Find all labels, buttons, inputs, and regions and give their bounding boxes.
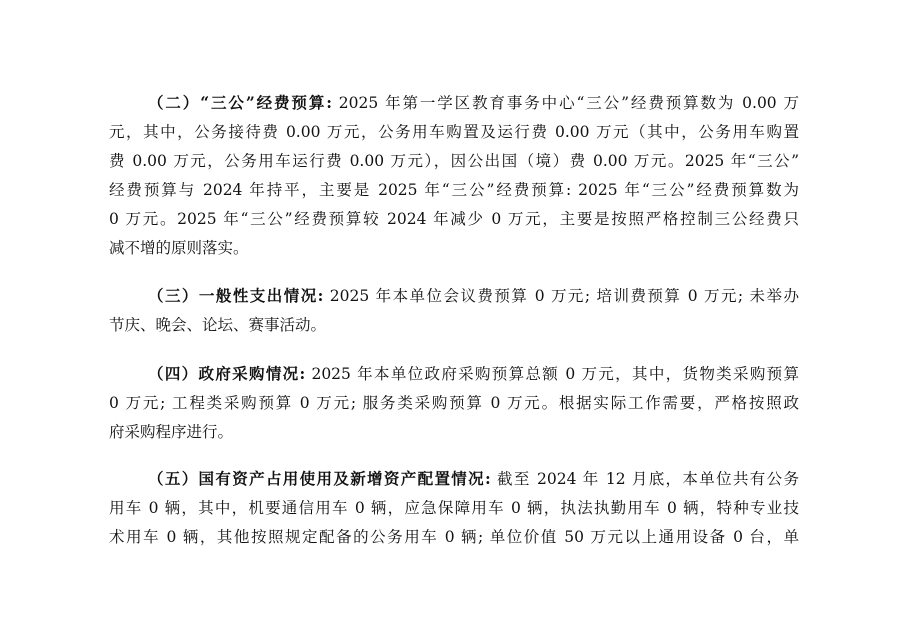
paragraph-line: 0 万元; 工程类采购预算 0 万元; 服务类采购预算 0 万元。根据实际工作需要，严格按照政 [109, 394, 799, 412]
paragraph-line: 费 0.00 万元，公务用车运行费 0.00 万元），因公出国（境）费 0.00 万元。2025 年“三公” [109, 152, 799, 170]
paragraph-text: 2025 年本单位政府采购预算总额 0 万元，其中，货物类采购预算 [305, 365, 799, 383]
paragraph-line: 用车 0 辆，其中，机要通信用车 0 辆，应急保障用车 0 辆，执法执勤用车 0 辆，特种专业技 [109, 499, 799, 517]
paragraph-line: 元，其中，公务接待费 0.00 万元，公务用车购置及运行费 0.00 万元（其中，公务用车购置 [109, 123, 799, 141]
paragraph-line: 节庆、晚会、论坛、赛事活动。 [109, 316, 327, 334]
paragraph-heading: （四）政府采购情况: [148, 364, 306, 383]
paragraph-line [148, 465, 799, 493]
paragraph-heading: （五）国有资产占用使用及新增资产配置情况: [148, 469, 491, 488]
paragraph-heading: （二）“三公”经费预算: [148, 93, 332, 112]
paragraph-line: 0 万元。2025 年“三公”经费预算较 2024 年减少 0 万元，主要是按照严格控制三公经费只 [109, 210, 799, 228]
paragraph-text: 截至 2024 年 12 月底，本单位共有公务 [490, 470, 799, 488]
paragraph-line: 术用车 0 辆，其他按照规定配备的公务用车 0 辆; 单位价值 50 万元以上通用设备 0 台，单 [109, 528, 799, 546]
paragraph-text: 2025 年第一学区教育事务中心“三公”经费预算数为 0.00 万 [331, 94, 799, 112]
paragraph-line: 减不增的原则落实。 [109, 239, 249, 257]
paragraph-line: 府采购程序进行。 [109, 423, 234, 441]
paragraph-line: 经费预算与 2024 年持平，主要是 2025 年“三公”经费预算: 2025 年“三公”经费预算数为 [109, 181, 799, 199]
paragraph-text: 2025 年本单位会议费预算 0 万元; 培训费预算 0 万元; 未举办 [323, 287, 799, 305]
paragraph-heading: （三）一般性支出情况: [148, 286, 324, 305]
